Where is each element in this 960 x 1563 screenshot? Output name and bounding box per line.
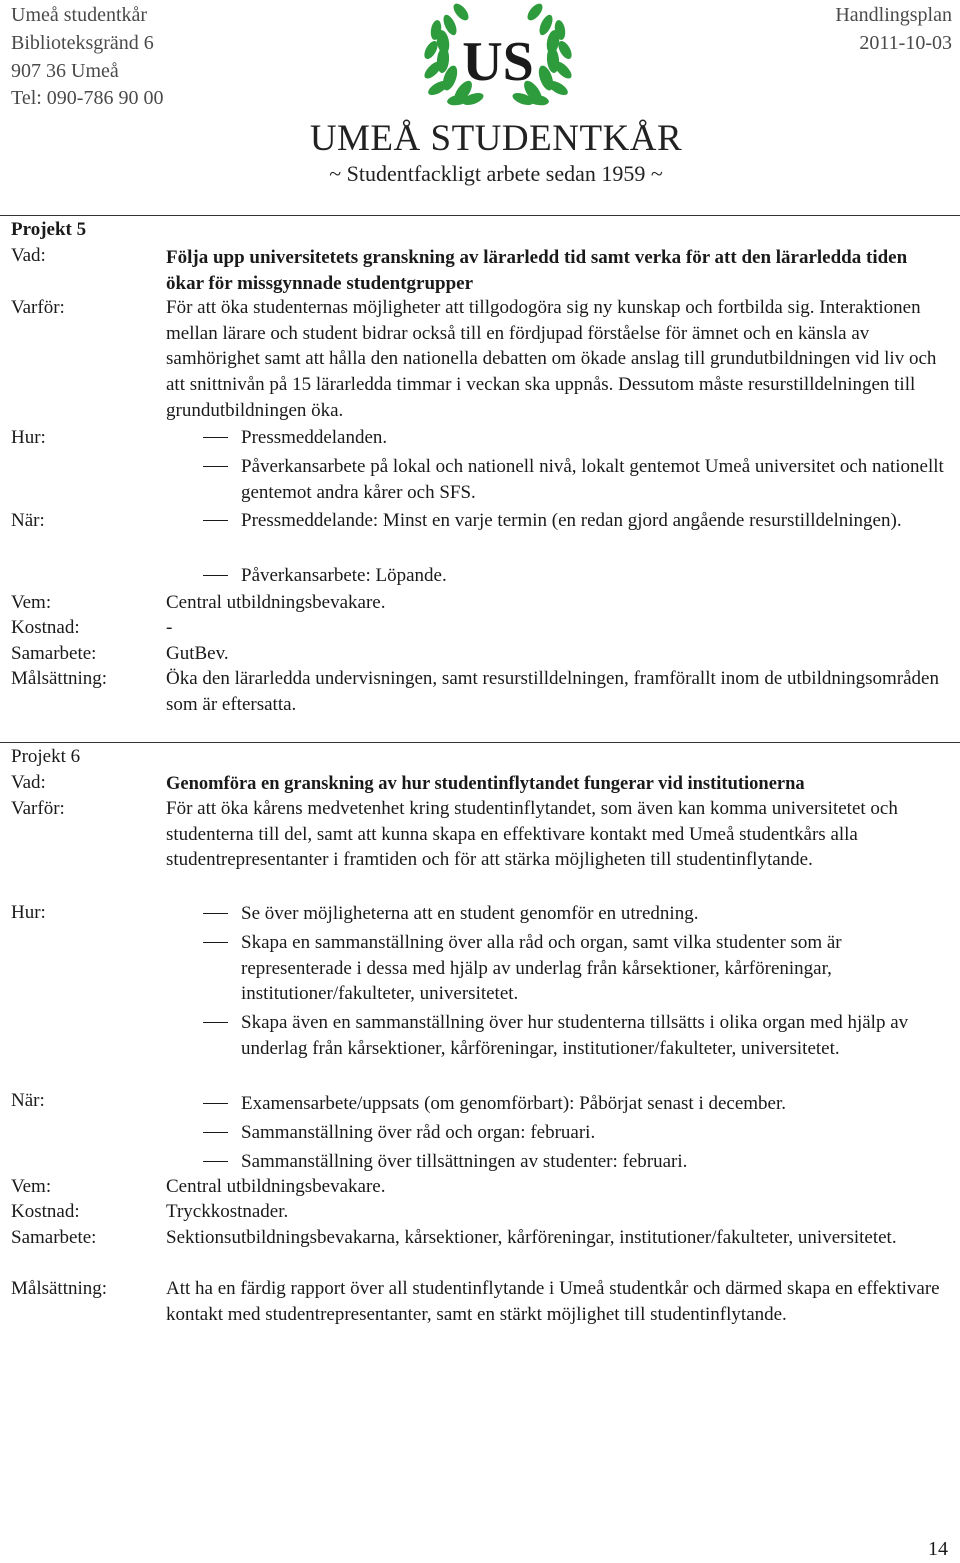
label-hur: Hur: <box>11 427 46 448</box>
dash-bullet-icon <box>203 575 228 576</box>
dash-bullet-icon <box>203 1103 228 1104</box>
label-vad: Vad: <box>11 245 46 266</box>
value-vem: Central utbildningsbevakare. <box>166 592 386 613</box>
value-vem: Central utbildningsbevakare. <box>166 1176 386 1197</box>
list-item-text: Se över möjligheterna att en student genomför en utredning. <box>241 903 699 924</box>
address-line: Biblioteksgränd 6 <box>11 31 154 54</box>
value-vad: Följa upp universitetets granskning av lärarledd tid samt verka för att den lärarledda tiden ökar för missgynnade studentgrupper <box>166 247 908 294</box>
dash-bullet-icon <box>203 942 228 943</box>
label-nar: När: <box>11 1090 45 1111</box>
list-item-text: Pressmeddelanden. <box>241 427 388 448</box>
label-malsattning: Målsättning: <box>11 668 108 689</box>
list-item-text: Skapa en sammanställning över alla råd och organ, samt vilka studenter som är representerade i dessa med hjälp av underlag från kårsektioner, kårföreningar, institutioner/fakulteter, universitetet. <box>241 932 842 1005</box>
value-vad: Genomföra en granskning av hur studentinflytandet fungerar vid institutionerna <box>166 774 805 794</box>
value-kostnad: Tryckkostnader. <box>166 1201 289 1222</box>
sender-address <box>11 2 163 113</box>
label-samarbete: Samarbete: <box>11 643 97 664</box>
value-malsattning: Öka den lärarledda undervisningen, samt resurstilldelningen, framförallt inom de utbildningsområden som är eftersatta. <box>166 668 939 715</box>
logo-monogram: US <box>462 31 534 93</box>
document-meta <box>835 2 952 58</box>
divider <box>0 742 960 743</box>
dash-bullet-icon <box>203 466 228 467</box>
label-varfor: Varför: <box>11 297 65 318</box>
list-item-text: Pressmeddelande: Minst en varje termin (en redan gjord angående resurstilldelningen). <box>241 510 902 531</box>
address-line: Umeå studentkår <box>11 4 148 26</box>
dash-bullet-icon <box>203 520 228 521</box>
value-samarbete: GutBev. <box>166 643 229 664</box>
address-line: Tel: 090-786 90 00 <box>11 87 164 110</box>
dash-bullet-icon <box>203 913 228 914</box>
dash-bullet-icon <box>203 1132 228 1133</box>
org-name: UMEÅ STUDENTKÅR <box>309 118 683 159</box>
dash-bullet-icon <box>203 437 228 438</box>
label-vad: Vad: <box>11 772 46 793</box>
label-varfor: Varför: <box>11 798 65 819</box>
address-line: 907 36 Umeå <box>11 59 119 82</box>
label-hur: Hur: <box>11 902 46 923</box>
label-kostnad: Kostnad: <box>11 1201 80 1222</box>
value-malsattning: Att ha en färdig rapport över all studentinflytande i Umeå studentkår och därmed skapa en effektivare kontakt med studentrepresentanter, samt en stärkt möjlighet till studentinflytande. <box>166 1278 940 1325</box>
dash-bullet-icon <box>203 1022 228 1023</box>
value-samarbete: Sektionsutbildningsbevakarna, kårsektioner, kårföreningar, institutioner/fakulteter, universitetet. <box>166 1227 897 1248</box>
value-varfor: För att öka studenternas möjligheter att tillgodogöra sig ny kunskap och fortbilda sig. Interaktionen mellan lärare och student bidrar också till en fördjupad förståelse för ämnet och en känsla av samhörighet samt att hålla den nationella debatten om ökade anslag till grundutbildningen vid liv och att snittnivån på 15 lärarledda timmar i veckan ska uppnås. Dessutom måste resurstilldelningen till grundutbildningen öka. <box>166 297 937 421</box>
list-item-text: Skapa även en sammanställning över hur studenterna tillsätts i olika organ med hjälp av underlag från kårsektioner, kårföreningar, institutioner/fakulteter, universitetet. <box>241 1012 909 1059</box>
label-samarbete: Samarbete: <box>11 1227 97 1248</box>
dash-bullet-icon <box>203 1161 228 1162</box>
label-kostnad: Kostnad: <box>11 617 80 638</box>
page-header <box>0 0 960 215</box>
list-item-text: Påverkansarbete på lokal och nationell nivå, lokalt gentemot Umeå universitet och nationellt gentemot andra kårer och SFS. <box>241 456 944 503</box>
document-type: Handlingsplan <box>835 4 952 26</box>
page-number: 14 <box>928 1538 948 1561</box>
document-date: 2011-10-03 <box>859 31 952 54</box>
list-item-text: Examensarbete/uppsats (om genomförbart): Påbörjat senast i december. <box>241 1093 787 1114</box>
label-vem: Vem: <box>11 592 52 613</box>
org-tagline: ~ Studentfackligt arbete sedan 1959 ~ <box>329 161 663 186</box>
list-item-text: Påverkansarbete: Löpande. <box>241 565 447 586</box>
value-kostnad: - <box>166 617 173 638</box>
label-vem: Vem: <box>11 1176 52 1197</box>
project-title: Projekt 5 <box>11 219 87 240</box>
list-item-text: Sammanställning över råd och organ: februari. <box>241 1122 596 1143</box>
divider <box>0 215 960 216</box>
project-title: Projekt 6 <box>11 746 81 767</box>
value-varfor: För att öka kårens medvetenhet kring studentinflytandet, som även kan komma universitetet och studenterna till del, samt att kunna skapa en effektivare kontakt med Umeå studentkårs alla studentrepresentanter i framtiden och för att stärka möjligheten till studentinflytande. <box>166 798 898 871</box>
label-nar: När: <box>11 510 45 531</box>
label-malsattning: Målsättning: <box>11 1278 108 1299</box>
list-item-text: Sammanställning över tillsättningen av studenter: februari. <box>241 1151 688 1172</box>
